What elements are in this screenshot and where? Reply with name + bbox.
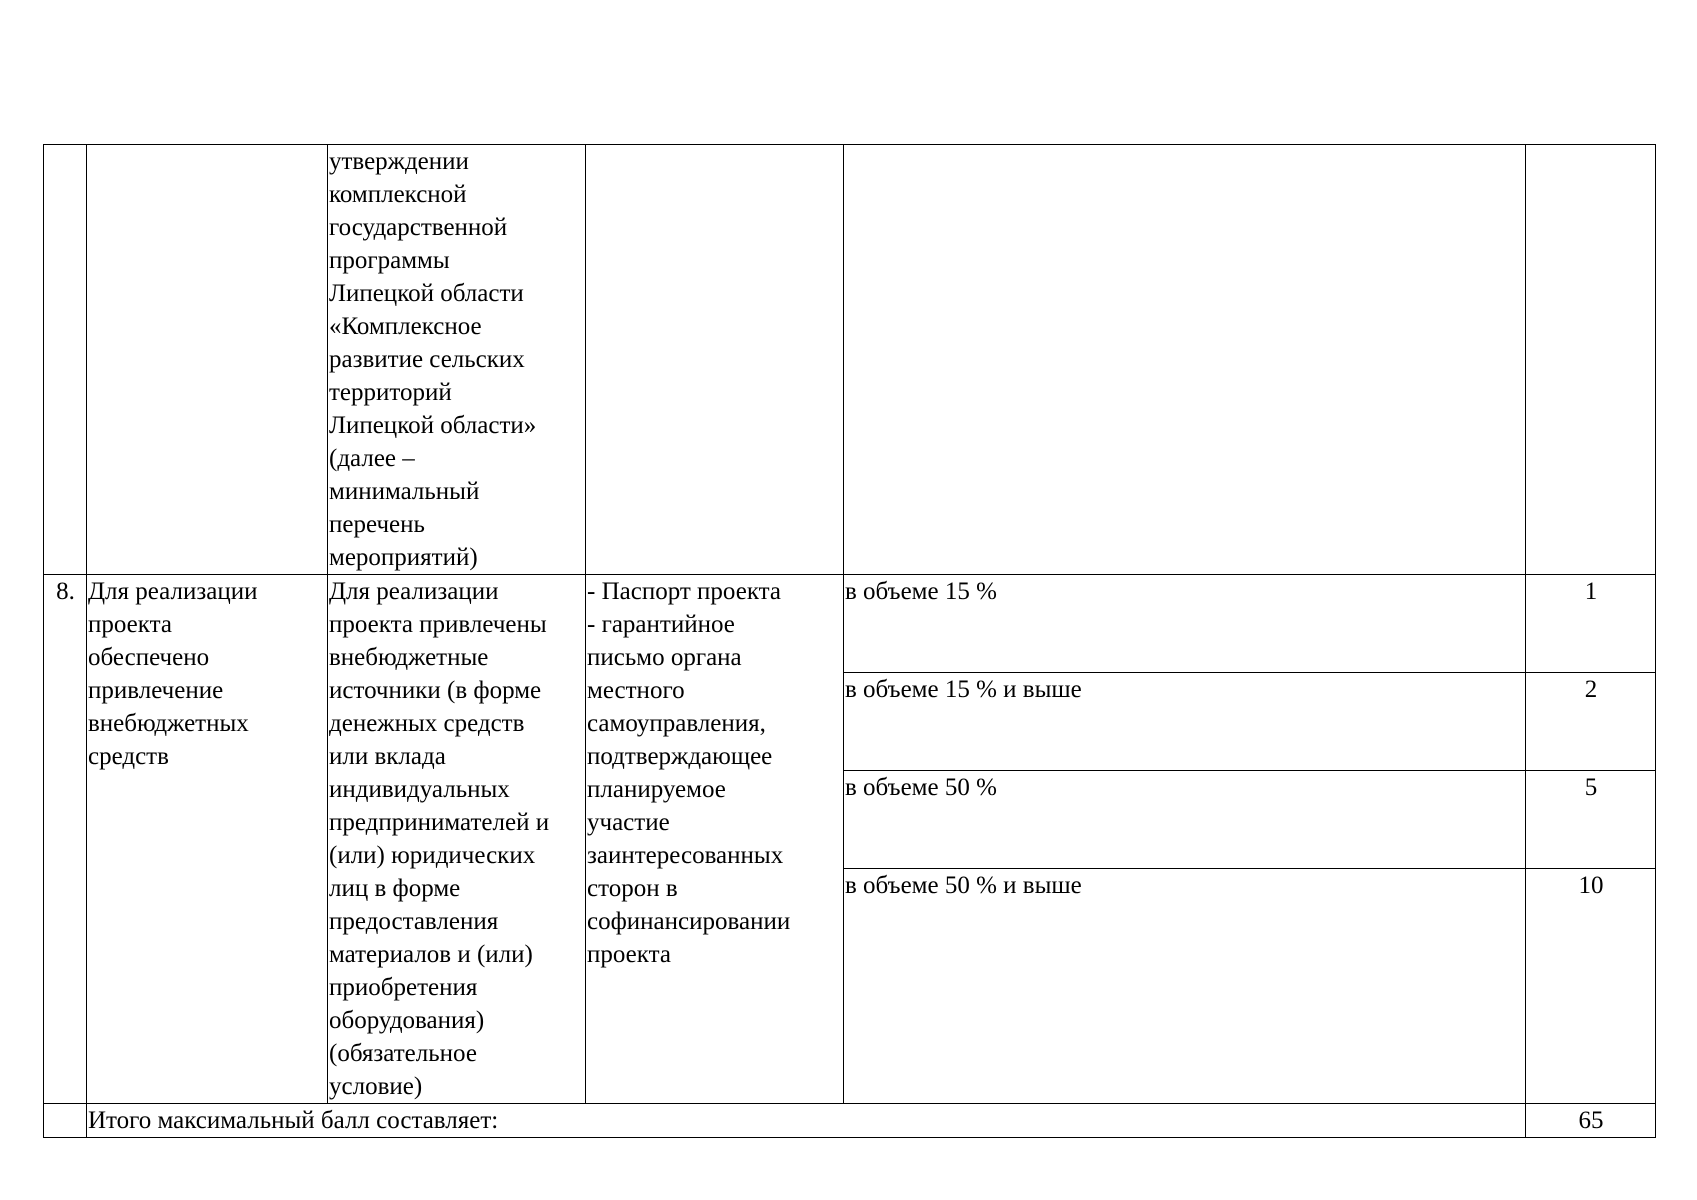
table-row-total [44, 1104, 1656, 1138]
table-row-continuation [44, 145, 1656, 575]
option-condition: в объеме 50 % [844, 771, 1526, 869]
option-score: 10 [1526, 869, 1656, 1104]
cell-number-empty [44, 145, 87, 575]
criteria-table [43, 144, 1656, 1138]
table-row-criterion-8-option-1 [44, 575, 1656, 673]
total-label: Итого максимальный балл составляет: [87, 1104, 1526, 1138]
option-condition: в объеме 15 % и выше [844, 673, 1526, 771]
option-score: 5 [1526, 771, 1656, 869]
criterion-name: Для реализации проекта обеспечено привлечение внебюджетных средств [87, 575, 328, 1104]
cell-score-empty [1526, 145, 1656, 575]
cell-total-empty [44, 1104, 87, 1138]
option-score: 2 [1526, 673, 1656, 771]
cell-documents-empty [586, 145, 844, 575]
cell-description-continued: утверждении комплексной государственной программы Липецкой области «Комплексное развитие сельских территорий Липецкой области» (далее – минимальный перечень мероприятий) [328, 145, 586, 575]
cell-condition-empty [844, 145, 1526, 575]
option-condition: в объеме 15 % [844, 575, 1526, 673]
total-score: 65 [1526, 1104, 1656, 1138]
criterion-number: 8. [44, 575, 87, 1104]
option-condition: в объеме 50 % и выше [844, 869, 1526, 1104]
criterion-description: Для реализации проекта привлечены внебюджетные источники (в форме денежных средств или вклада индивидуальных предпринимателей и (или) юридических лиц в форме предоставления материалов и (или) приобретения оборудования) (обязательное условие) [328, 575, 586, 1104]
option-score: 1 [1526, 575, 1656, 673]
cell-name-empty [87, 145, 328, 575]
criterion-documents: - Паспорт проекта - гарантийное письмо органа местного самоуправления, подтверждающее планируемое участие заинтересованных сторон в софинансировании проекта [586, 575, 844, 1104]
